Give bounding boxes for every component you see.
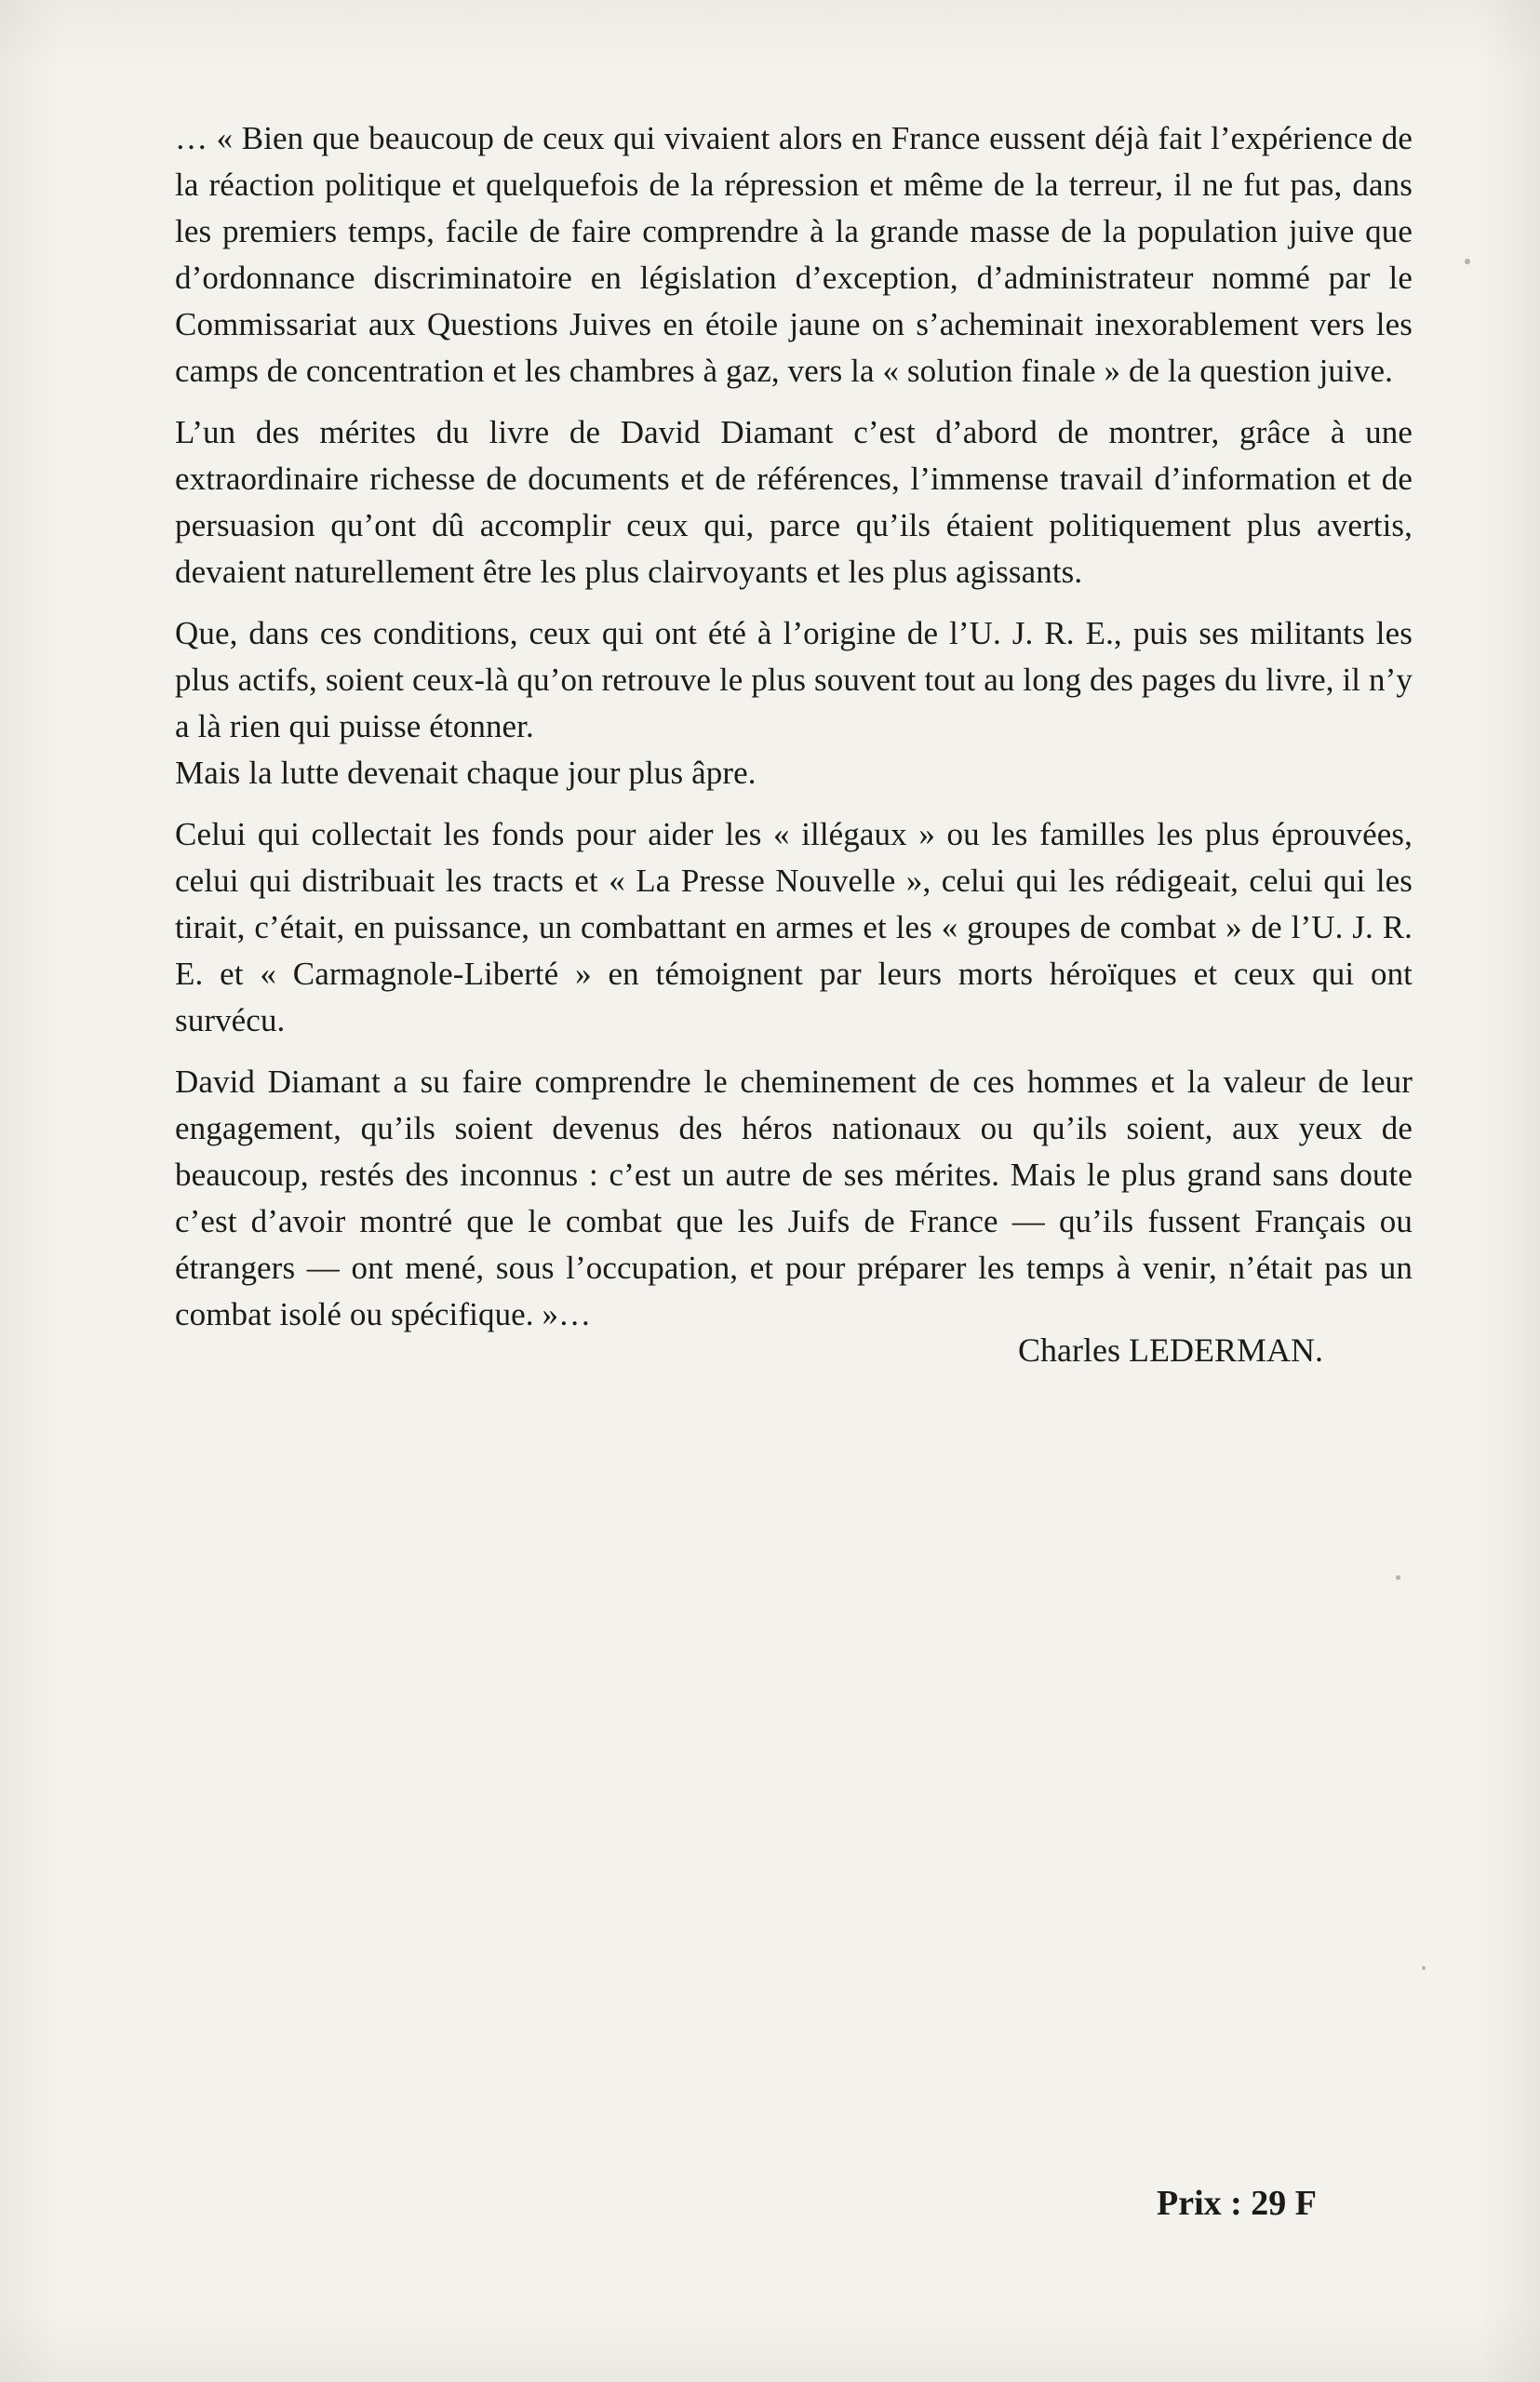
- paper-speck: [1396, 1575, 1400, 1580]
- author-signature: Charles LEDERMAN.: [1018, 1332, 1323, 1369]
- paper-speck: [1465, 259, 1470, 264]
- paragraph-combatants: Celui qui collectait les fonds pour aider les « illégaux » ou les familles les plus éprouvées, celui qui distribuait les tracts et « La Presse Nouvelle », celui qui les rédigeait, celui qui les tirait, c’était, en puissance, un combattant en armes et les « groupes de combat » de l’U. J. R. E. et « Carmagnole-Liberté » en témoignent par leurs morts héroïques et ceux qui ont survécu.: [175, 816, 1413, 1038]
- paragraph-merits: L’un des mérites du livre de David Diamant c’est d’abord de montrer, grâce à une extraordinaire richesse de documents et de références, l’immense travail d’information et de persuasion qu’ont dû accomplir ceux qui, parce qu’ils étaient politiquement plus avertis, devaient naturellement être les plus clairvoyants et les plus agissants.: [175, 414, 1413, 590]
- paragraph-intro-quote: … « Bien que beaucoup de ceux qui vivaient alors en France eussent déjà fait l’expérience de la réaction politique et quelquefois de la répression et même de la terreur, il ne fut pas, dans les premiers temps, facile de faire comprendre à la grande masse de la population juive que d’ordonnance discriminatoire en législation d’exception, d’administrateur nommé par le Commissariat aux Questions Juives en étoile jaune on s’acheminait inexorablement vers les camps de concentration et les chambres à gaz, vers la « solution finale » de la question juive.: [175, 120, 1413, 389]
- paragraph-struggle: Mais la lutte devenait chaque jour plus âpre.: [175, 755, 757, 791]
- paragraph-conclusion: David Diamant a su faire comprendre le cheminement de ces hommes et la valeur de leur engagement, qu’ils soient devenus des héros nationaux ou qu’ils soient, aux yeux de beaucoup, restés des inconnus : c’est un autre de ses mérites. Mais le plus grand sans doute c’est d’avoir montré que le combat que les Juifs de France — qu’ils fussent Français ou étrangers — ont mené, sous l’occupation, et pour préparer les temps à venir, n’était pas un combat isolé ou spécifique. »…: [175, 1064, 1413, 1332]
- price-label: Prix : 29 F: [1156, 2184, 1317, 2223]
- paper-speck: [1422, 1966, 1426, 1970]
- paragraph-ujre: Que, dans ces conditions, ceux qui ont été à l’origine de l’U. J. R. E., puis ses militants les plus actifs, soient ceux-là qu’on retrouve le plus souvent tout au long des pages du livre, il n’y a là rien qui puisse étonner.: [175, 615, 1413, 744]
- quoted-text-block: [175, 115, 1413, 1353]
